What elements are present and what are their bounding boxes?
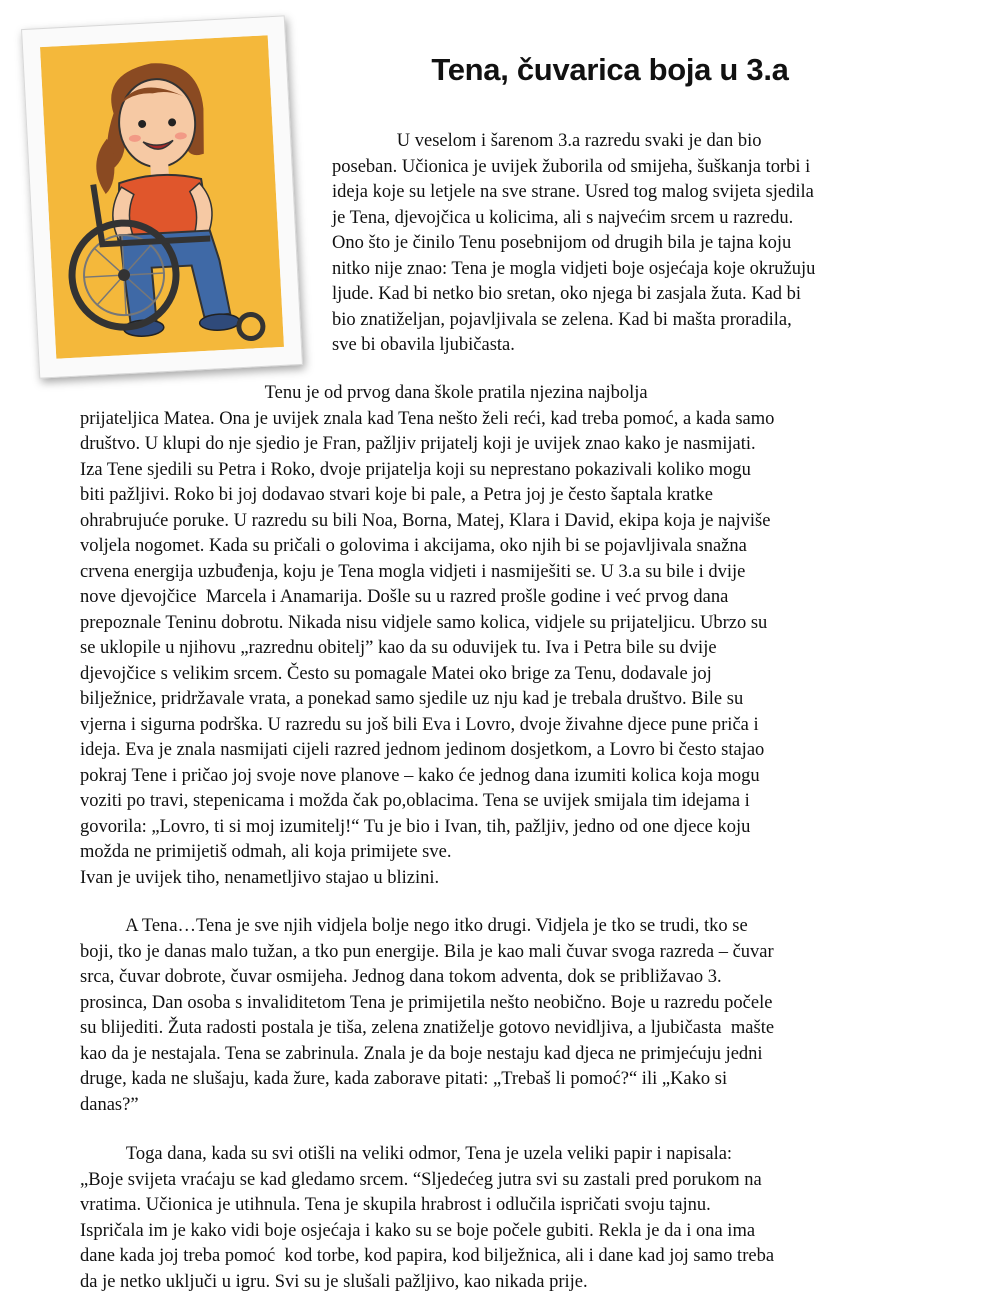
paragraph-3 (80, 914, 774, 1118)
paragraph-line: sve bi obavila ljubičasta. (332, 335, 515, 355)
paragraph-line: Tenu je od prvog dana škole pratila njezina najbolja (80, 383, 648, 403)
paragraph-line: bio znatiželjan, pojavljivala se zelena. Kad bi mašta proradila, (332, 309, 792, 330)
paragraph-1 (332, 129, 815, 359)
paragraph-line: djevojčice s velikim srcem. Često su pomagale Matei oko brige za Tenu, dodavale joj (80, 663, 712, 684)
paragraph-line: prijateljica Matea. Ona je uvijek znala kad Tena nešto želi reći, kad treba pomoć, a kada samo (80, 408, 775, 429)
paragraph-line: Iza Tene sjedili su Petra i Roko, dvoje prijatelja koji su neprestano pokazivali koliko mogu (80, 459, 751, 480)
paragraph-line: ideja. Eva je znala nasmijati cijeli razred jednom jedinom dosjetkom, a Lovro bi često stajao (80, 740, 765, 760)
paragraph-line: društvo. U klupi do nje sjedio je Fran, pažljiv prijatelj koji je uvijek znao kako je nasmijati. (80, 434, 756, 454)
paragraph-line: „Boje svijeta vraćaju se kad gledamo srcem. “Sljedećeg jutra svi su zastali pred porukom na (80, 1169, 762, 1190)
paragraph-4 (80, 1142, 774, 1295)
paragraph-line: druge, kada ne slušaju, kada žure, kada zaborave pitati: „Trebaš li pomoć?“ ili „Kako si (80, 1069, 728, 1089)
paragraph-line: govorila: „Lovro, ti si moj izumitelj!“ Tu je bio i Ivan, tih, pažljiv, jedno od one djece koju (80, 816, 751, 837)
paragraph-line: vratima. Učionica je utihnula. Tena je skupila hrabrost i odlučila ispričati svoju tajnu. (80, 1195, 711, 1215)
paragraph-line: Toga dana, kada su svi otišli na veliki odmor, Tena je uzela veliki papir i napisala: (80, 1144, 733, 1164)
paragraph-line: pokraj Tene i pričao joj svoje nove planove – kako će jednog dana izumiti kolica koja mogu (80, 765, 760, 786)
paragraph-line: Ivan je uvijek tiho, nenametljivo stajao u blizini. (80, 867, 440, 888)
paragraph-line: dane kada joj treba pomoć kod torbe, kod papira, kod bilježnica, ali i dane kad joj samo treba (80, 1246, 775, 1266)
paragraph-line: poseban. Učionica je uvijek žuborila od smijeha, šuškanja torbi i (332, 156, 811, 177)
paragraph-line: danas?” (80, 1094, 139, 1115)
paragraph-line: voljela nogomet. Kada su pričali o golovima i akcijama, oko njih bi se pojavljivala snažna (80, 536, 747, 556)
paragraph-line: Ono što je činilo Tenu posebnijom od drugih bila je tajna koju (332, 233, 792, 253)
paragraph-line: srca, čuvar dobrote, čuvar osmijeha. Jednog dana tokom adventa, dok se približavao 3. (80, 967, 722, 987)
paragraph-line: A Tena…Tena je sve njih vidjela bolje nego itko drugi. Vidjela je tko se trudi, tko se (80, 916, 748, 936)
paragraph-line: nove djevojčice Marcela i Anamarija. Došle su u razred prošle godine i već prvog dana (80, 587, 729, 607)
paragraph-line: vjerna i sigurna podrška. U razredu su još bili Eva i Lovro, dvoje živahne djece pune priča i (80, 714, 759, 735)
paragraph-line: prepoznale Teninu dobrotu. Nikada nisu vidjele samo kolica, vidjele su prijateljicu. Ubrzo su (80, 612, 768, 633)
paragraph-line: boji, tko je danas malo tužan, a tko pun energije. Bila je kao mali čuvar svoga razreda – čuvar (80, 941, 774, 962)
paragraph-line: možda ne primijetiš odmah, ali koja primijete sve. (80, 842, 452, 862)
paragraph-line: kao da je nestajala. Tena se zabrinula. Znala je da boje nestaju kad djeca ne primjećuju jedni (80, 1043, 763, 1064)
paragraph-line: U veselom i šarenom 3.a razredu svaki je dan bio (332, 131, 762, 151)
paragraph-line: biti pažljivi. Roko bi joj dodavao stvari koje bi pale, a Petra joj je često šaptala kratke (80, 485, 713, 505)
paragraph-line: da je netko uključi u igru. Svi su je slušali pažljivo, kao nikada prije. (80, 1271, 588, 1292)
paragraph-line: se uklopile u njihovu „razrednu obitelj” kao da su oduvijek tu. Iva i Petra bile su dvije (80, 638, 717, 658)
page-title: Tena, čuvarica boja u 3.a (431, 52, 789, 87)
paragraph-line: su blijediti. Žuta radosti postala je tiša, zelena znatiželje gotovo nevidljiva, a ljubičasta mašte (80, 1018, 775, 1038)
paragraph-line: Ispričala im je kako vidi boje osjećaja i kako su se boje počele gubiti. Rekla je da i ona ima (80, 1220, 756, 1241)
paragraph-line: voziti po travi, stepenicama i možda čak po,oblacima. Tena se uvijek smijala tim idejama i (80, 791, 750, 811)
paragraph-line: je Tena, djevojčica u kolicima, ali s najvećim srcem u razredu. (332, 207, 794, 228)
paragraph-line: prosinca, Dan osoba s invaliditetom Tena je primijetila nešto neobično. Boje u razredu počele (80, 992, 773, 1013)
paragraph-line: ohrabrujuće poruke. U razredu su bili Noa, Borna, Matej, Klara i David, ekipa koja je najviše (80, 510, 771, 531)
paragraph-line: ideja koje su letjele na sve strane. Usred tog malog svijeta sjedila (332, 182, 814, 202)
illustration-frame (21, 15, 303, 378)
paragraph-line: crvena energija uzbuđenja, koju je Tena mogla vidjeti i nasmiješiti se. U 3.a su bile i dvije (80, 561, 746, 582)
paragraph-2 (80, 381, 774, 891)
paragraph-line: nitko nije znao: Tena je mogla vidjeti boje osjećaja koje okružuju (332, 258, 816, 279)
girl-in-wheelchair-icon (40, 35, 284, 359)
paragraph-line: ljude. Kad bi netko bio sretan, oko njega bi zasjala žuta. Kad bi (332, 284, 802, 304)
paragraph-line: bilježnice, pridržavale vrata, a ponekad samo sjedile uz nju kad je trebala društvo. Bile su (80, 689, 744, 709)
